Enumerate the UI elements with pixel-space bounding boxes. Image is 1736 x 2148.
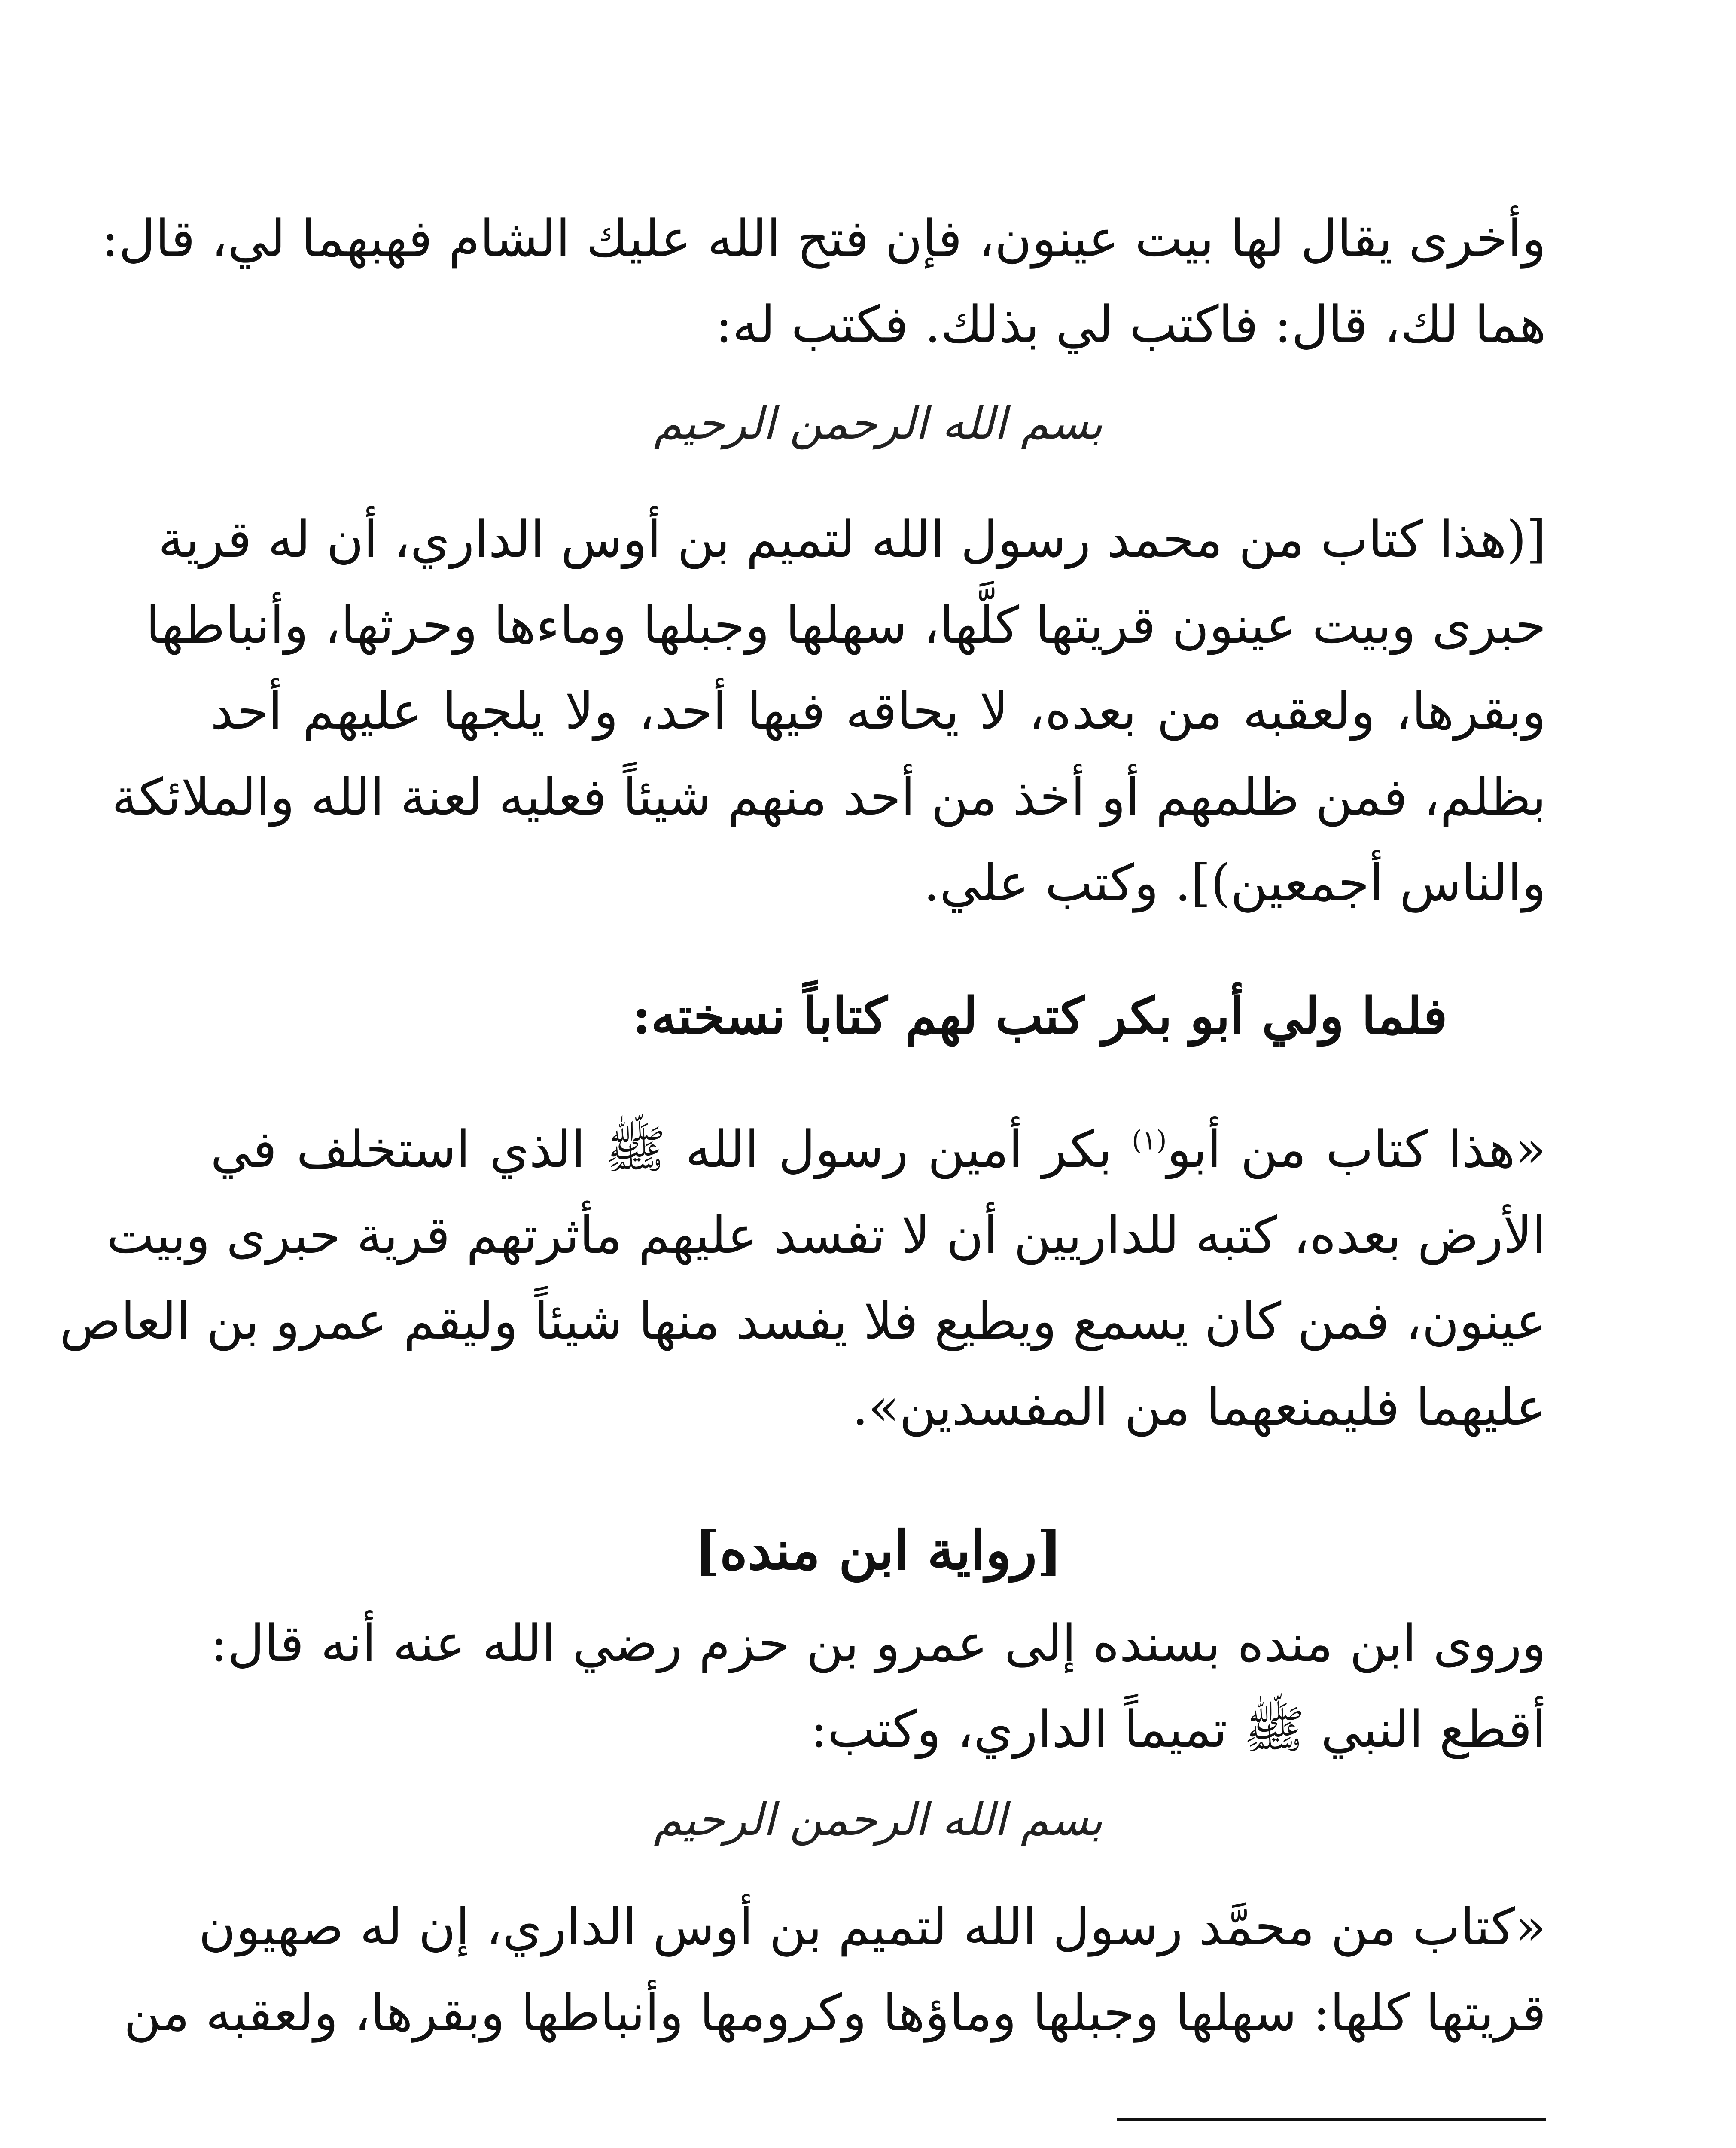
bold-paragraph: فلما ولي أبو بكر كتب لهم كتاباً نسخته:: [632, 986, 1447, 1046]
basmala: بسم الله الرحمن الرحيم: [654, 1793, 1103, 1846]
basmala: بسم الله الرحمن الرحيم: [654, 397, 1103, 449]
footnote-divider: [1117, 2118, 1546, 2121]
text-line: بظلم، فمن ظلمهم أو أخذ من أحد منهم شيئاً فعليه لعنة الله والملائكة: [112, 767, 1546, 827]
text-line: [(هذا كتاب من محمد رسول الله لتميم بن أوس الداري، أن له قرية: [158, 510, 1546, 569]
book-page: [59, 185, 1546, 2148]
text-line: أقطع النبي ﷺ تميماً الداري، وكتب:: [810, 1699, 1546, 1759]
text-line: «كتاب من محمَّد رسول الله لتميم بن أوس الداري، إن له صهيون: [198, 1897, 1546, 1956]
text-line: حبرى وبيت عينون قريتها كلَّها، سهلها وجبلها وماءها وحرثها، وأنباطها: [146, 595, 1546, 655]
text-line: وبقرها، ولعقبه من بعده، لا يحاقه فيها أحد، ولا يلجها عليهم أحد: [210, 681, 1546, 741]
text-segment: بكر أمين رسول الله ﷺ الذي استخلف في: [210, 1120, 1132, 1179]
text-line: الأرض بعده، كتبه للداريين أن لا تفسد عليهم مأثرتهم قرية حبرى وبيت: [107, 1205, 1546, 1265]
text-line: هما لك، قال: فاكتب لي بذلك. فكتب له:: [715, 295, 1546, 354]
section-heading: [رواية ابن منده]: [694, 1519, 1063, 1582]
text-line: وروى ابن منده بسنده إلى عمرو بن حزم رضي الله عنه أنه قال:: [210, 1614, 1546, 1673]
text-line: عينون، فمن كان يسمع ويطيع فلا يفسد منها شيئاً وليقم عمرو بن العاص: [59, 1291, 1546, 1351]
text-segment: «هذا كتاب من أبو: [1166, 1120, 1546, 1179]
text-line: وأخرى يقال لها بيت عينون، فإن فتح الله عليك الشام فهبهما لي، قال:: [101, 209, 1546, 268]
text-line: قريتها كلها: سهلها وجبلها وماؤها وكرومها وأنباطها وبقرها، ولعقبه من: [124, 1983, 1546, 2042]
text-line: والناس أجمعين)]. وكتب علي.: [923, 853, 1546, 912]
footnote-reference: (١): [1132, 1124, 1167, 1156]
text-line: [210, 1104, 1546, 1194]
text-line: عليهما فليمنعهما من المفسدين».: [852, 1377, 1546, 1437]
